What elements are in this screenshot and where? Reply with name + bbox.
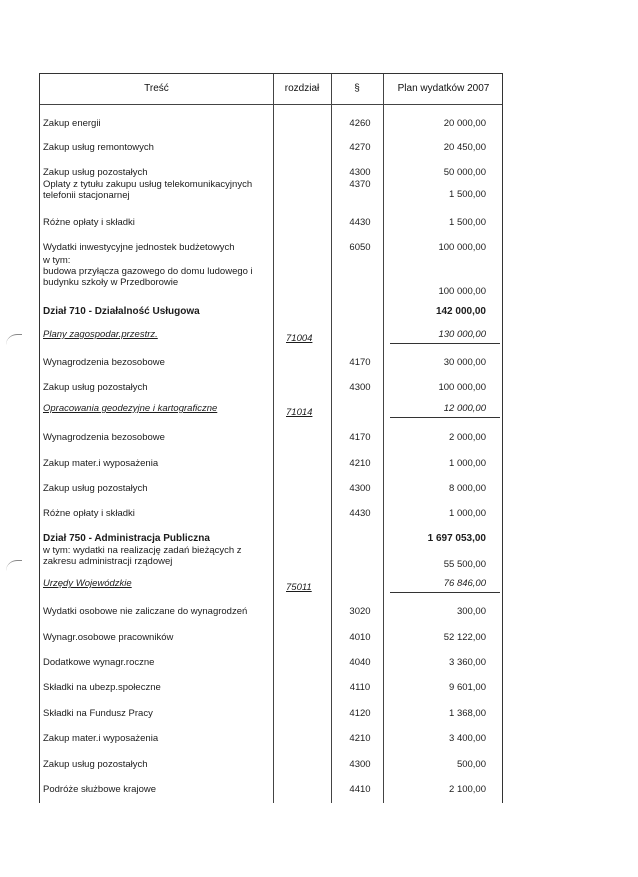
subtotal-underline: [390, 343, 500, 344]
row-value: 3 360,00: [449, 657, 486, 668]
row-text: w tym: wydatki na realizację zadań bieżących z zakresu administracji rządowej: [43, 545, 242, 567]
row-text: Oplaty z tytułu zakupu usług telekomunikacyjnych telefonii stacjonarnej: [43, 179, 253, 201]
row-value: 1 500,00: [449, 189, 486, 200]
row-paragraf: 6050: [349, 242, 371, 253]
row-text: Zakup usług pozostałych: [43, 759, 148, 770]
row-paragraf: 4410: [349, 784, 371, 795]
row-text: Urzędy Wojewódzkie: [43, 578, 132, 589]
row-text: Zakup usług pozostałych: [43, 483, 148, 494]
column-divider: [383, 74, 384, 803]
row-paragraf: 4430: [349, 508, 371, 519]
row-rozdzial: 71014: [286, 407, 313, 418]
subtotal-underline: [390, 592, 500, 593]
row-value: 500,00: [456, 759, 486, 770]
row-value: 1 697 053,00: [427, 533, 486, 544]
row-text: w tym: budowa przyłącza gazowego do domu ludowego i budynku szkoły w Przedborowie: [43, 255, 253, 288]
row-value: 1 500,00: [449, 217, 486, 228]
row-paragraf: 4270: [349, 142, 371, 153]
row-text: Różne opłaty i składki: [43, 217, 135, 228]
row-text: Opracowania geodezyjne i kartograficzne: [43, 403, 218, 414]
scan-mark-1: [6, 334, 22, 345]
row-value: 76 846,00: [443, 578, 486, 589]
row-value: 1 368,00: [449, 708, 486, 719]
row-paragraf: 4120: [349, 708, 371, 719]
row-text: Wynagrodzenia bezosobowe: [43, 432, 165, 443]
row-paragraf: 4300: [349, 382, 371, 393]
row-paragraf: 4260: [349, 118, 371, 129]
row-text: Składki na ubezp.społeczne: [43, 682, 161, 693]
row-value: 100 000,00: [438, 242, 486, 253]
row-paragraf: 4010: [349, 632, 371, 643]
row-text: Wydatki osobowe nie zaliczane do wynagrodzeń: [43, 606, 248, 617]
row-value: 8 000,00: [449, 483, 486, 494]
row-text: Wynagr.osobowe pracowników: [43, 632, 174, 643]
row-text: Dział 710 - Działalność Usługowa: [43, 306, 200, 317]
row-text: Zakup usług pozostałych: [43, 167, 148, 178]
column-divider: [331, 74, 332, 803]
row-paragraf: 4110: [349, 682, 371, 693]
row-text: Różne opłaty i składki: [43, 508, 135, 519]
row-paragraf: 4370: [349, 179, 371, 190]
row-text: Dodatkowe wynagr.roczne: [43, 657, 155, 668]
header-paragraf: §: [354, 83, 360, 94]
row-text: Wydatki inwestycyjne jednostek budżetowych: [43, 242, 235, 253]
row-value: 1 000,00: [449, 458, 486, 469]
row-value: 12 000,00: [443, 403, 486, 414]
header-tresc: Treść: [144, 83, 169, 94]
row-value: 2 100,00: [449, 784, 486, 795]
row-rozdzial: 71004: [286, 333, 313, 344]
row-value: 20 450,00: [443, 142, 486, 153]
row-paragraf: 4170: [349, 432, 371, 443]
row-rozdzial: 75011: [286, 582, 312, 593]
row-text: Zakup usług pozostałych: [43, 382, 148, 393]
row-value: 30 000,00: [443, 357, 486, 368]
header-divider: [40, 104, 502, 105]
row-value: 142 000,00: [435, 306, 486, 317]
row-text: Zakup usług remontowych: [43, 142, 154, 153]
row-value: 100 000,00: [438, 286, 486, 297]
row-value: 3 400,00: [449, 733, 486, 744]
row-text: Dział 750 - Administracja Publiczna: [43, 533, 210, 544]
row-value: 9 601,00: [449, 682, 486, 693]
scan-mark-2: [6, 560, 22, 571]
header-rozdzial: rozdział: [284, 83, 320, 94]
row-text: Wynagrodzenia bezosobowe: [43, 357, 165, 368]
row-value: 300,00: [456, 606, 486, 617]
row-paragraf: 4430: [349, 217, 371, 228]
row-text: Składki na Fundusz Pracy: [43, 708, 153, 719]
subtotal-underline: [390, 417, 500, 418]
row-value: 20 000,00: [443, 118, 486, 129]
row-text: Plany zagospodar.przestrz.: [43, 329, 158, 340]
row-text: Podróże służbowe krajowe: [43, 784, 157, 795]
row-value: 50 000,00: [443, 167, 486, 178]
row-text: Zakup mater.i wyposażenia: [43, 458, 159, 469]
row-value: 100 000,00: [438, 382, 486, 393]
row-paragraf: 3020: [349, 606, 371, 617]
row-text: Zakup energii: [43, 118, 101, 129]
row-paragraf: 4300: [349, 167, 371, 178]
row-paragraf: 4210: [349, 733, 371, 744]
row-paragraf: 4210: [349, 458, 371, 469]
row-text: Zakup mater.i wyposażenia: [43, 733, 159, 744]
row-value: 130 000,00: [438, 329, 486, 340]
row-paragraf: 4170: [349, 357, 371, 368]
row-paragraf: 4040: [349, 657, 371, 668]
row-value: 55 500,00: [443, 559, 486, 570]
row-paragraf: 4300: [349, 483, 371, 494]
row-value: 52 122,00: [443, 632, 486, 643]
row-value: 1 000,00: [449, 508, 486, 519]
row-paragraf: 4300: [349, 759, 371, 770]
budget-table: [39, 73, 503, 803]
header-plan: Plan wydatków 2007: [397, 83, 490, 94]
row-value: 2 000,00: [449, 432, 486, 443]
